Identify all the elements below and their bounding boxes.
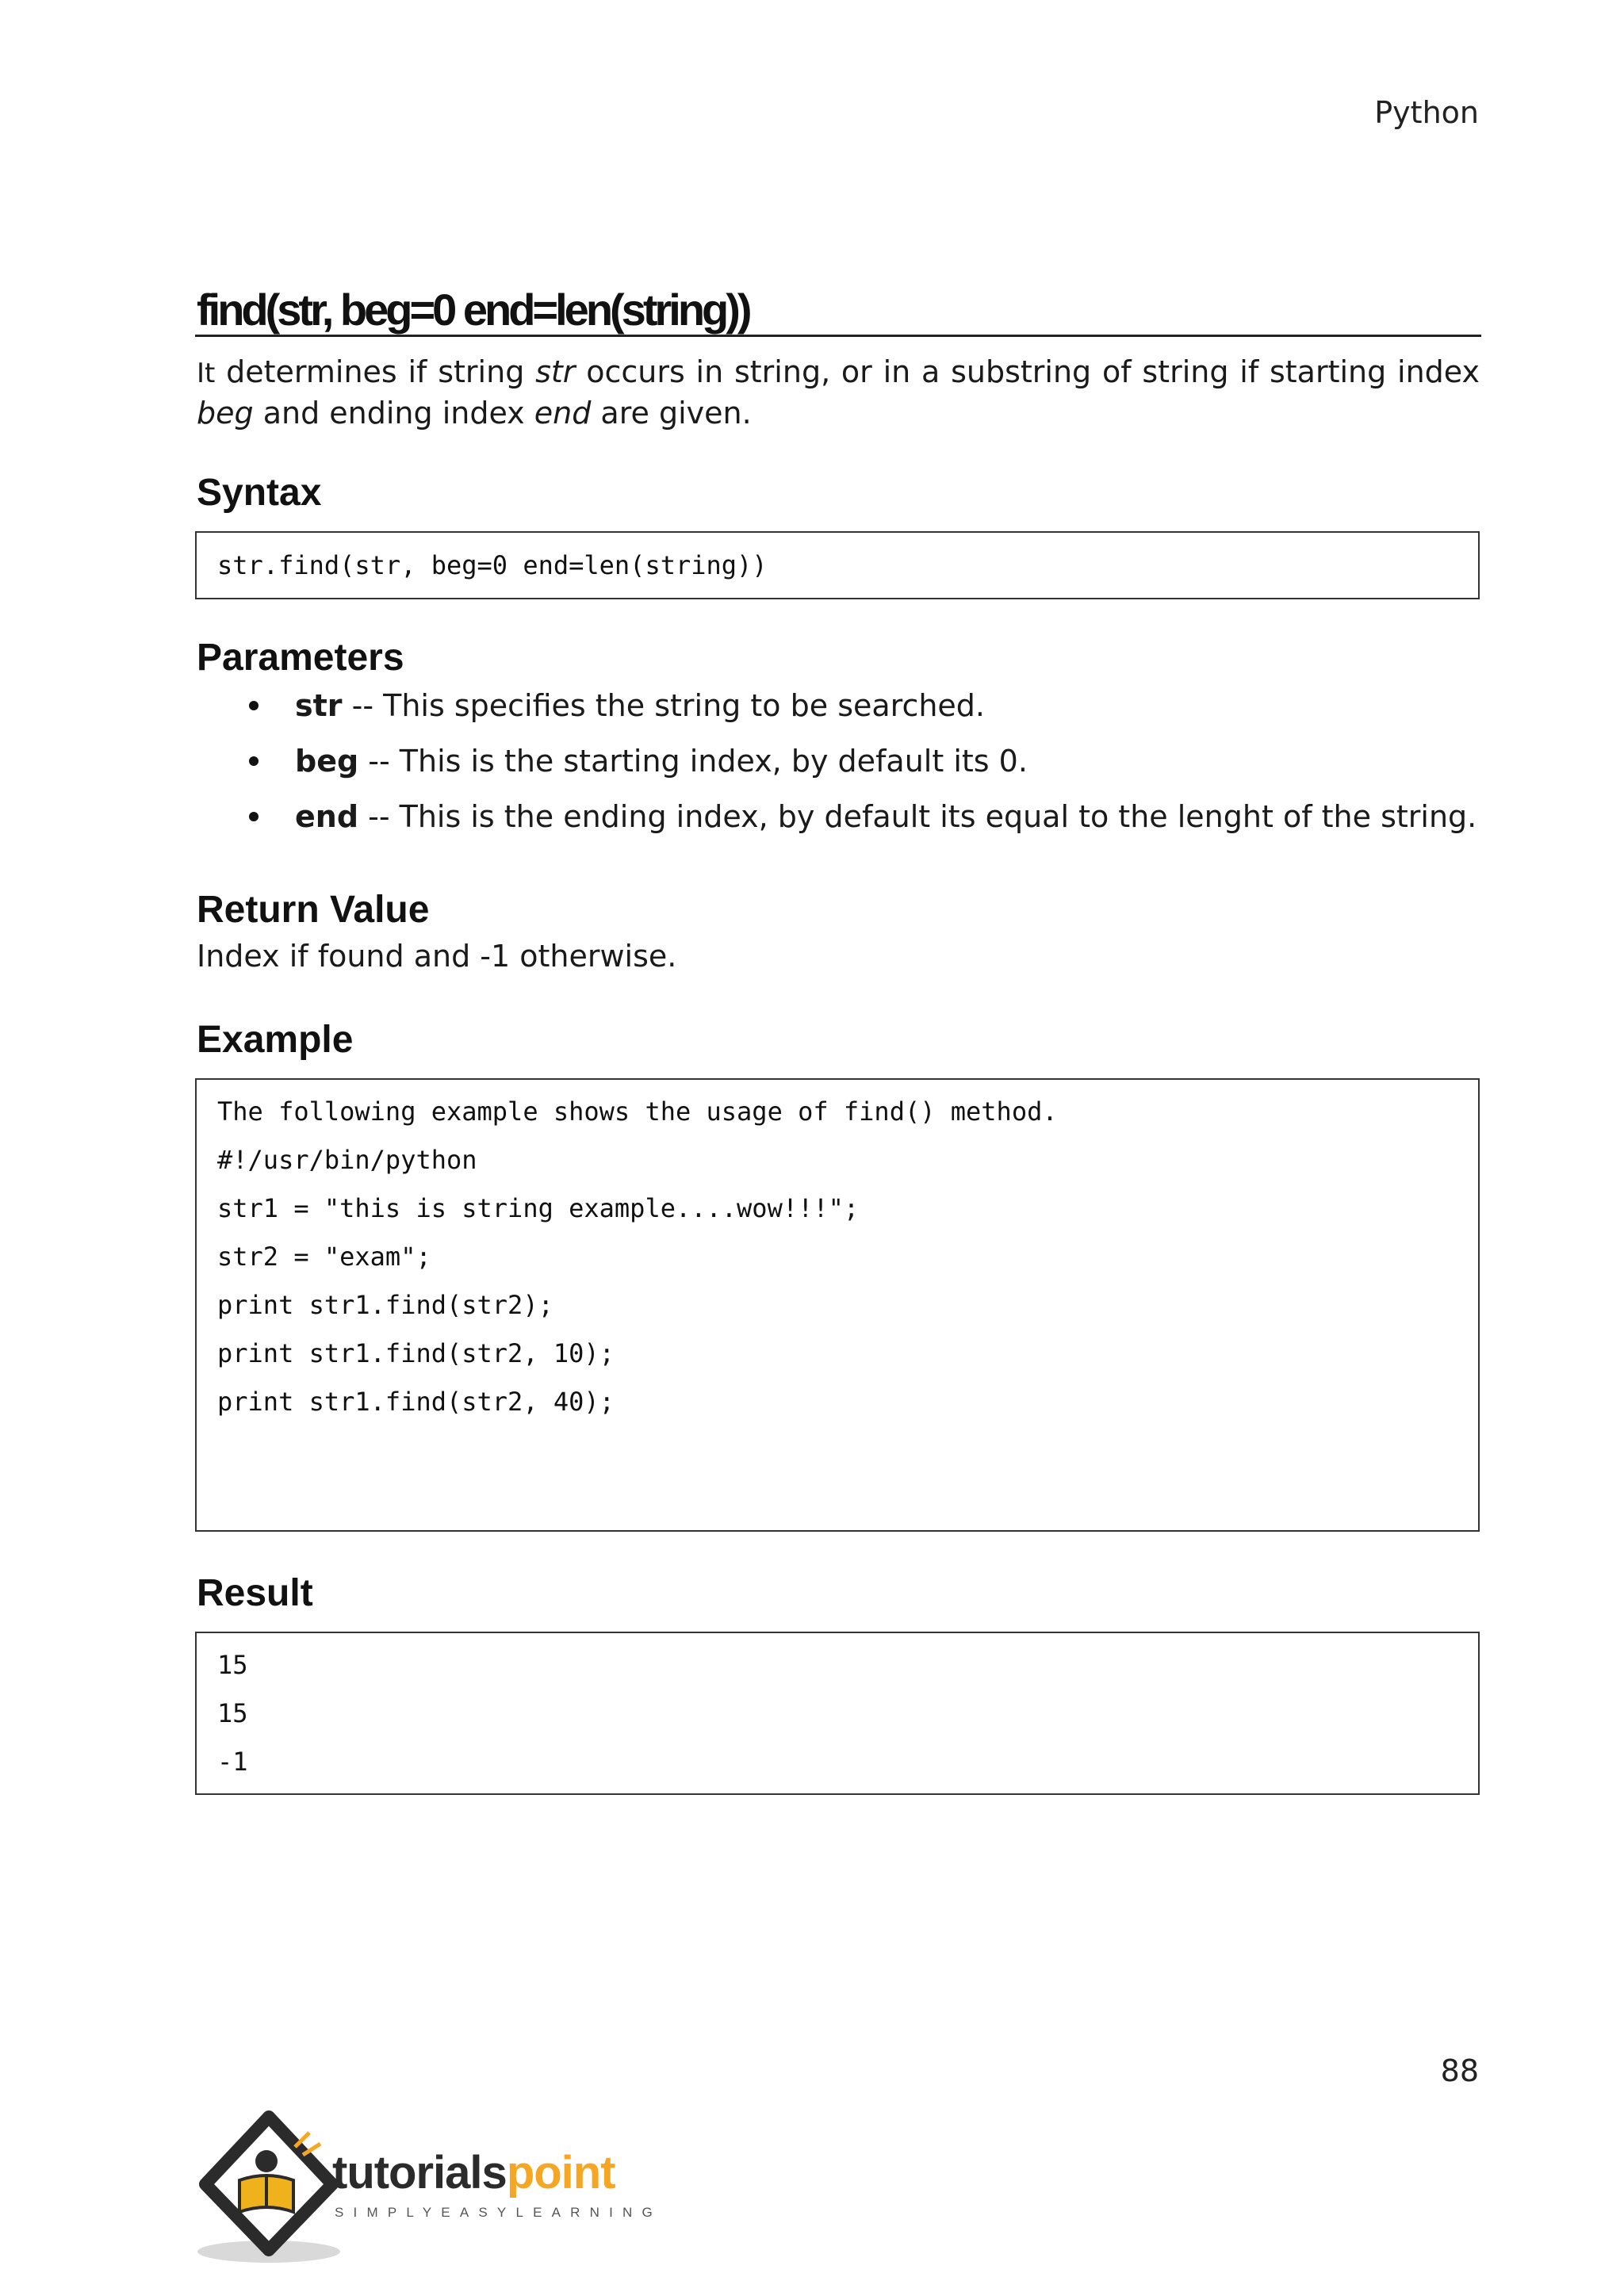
intro-part4: are given. [591,396,752,430]
parameter-item [238,740,1491,796]
code-line: print str1.find(str2); [217,1290,553,1320]
intro-str-term: str [535,354,576,389]
intro-lead: It [197,358,216,389]
logo-tagline: SIMPLYEASYLEARNING [335,2205,662,2220]
intro-end-term: end [534,396,592,430]
parameter-name: beg [295,744,359,779]
code-line: The following example shows the usage of find() method. [217,1096,1058,1127]
code-line: print str1.find(str2, 10); [217,1338,615,1368]
example-code-box [195,1078,1480,1532]
intro-beg-term: beg [197,396,254,430]
result-heading: Result [197,1572,313,1614]
intro-paragraph [197,352,1480,433]
code-line: print str1.find(str2, 40); [217,1387,615,1417]
parameter-desc: -- This is the ending index, by default its equal to the lenght of the string. [358,799,1477,834]
code-line: str1 = "this is string example....wow!!!"; [217,1193,860,1223]
return-value-heading: Return Value [197,889,430,931]
section-title: find(str, beg=0 end=len(string)) [197,285,749,335]
intro-part2: occurs in string, or in a substring of string if starting index [575,354,1480,389]
title-rule [195,335,1481,337]
tutorialspoint-logo [193,2109,685,2271]
intro-part3: and ending index [253,396,534,430]
parameter-item [238,796,1491,851]
parameter-desc: -- This specifies the string to be searched. [342,688,985,723]
syntax-heading: Syntax [197,472,322,514]
result-code-box [195,1632,1480,1795]
parameter-name: end [295,799,359,834]
parameters-list [238,685,1491,851]
bullet-icon [249,756,259,766]
result-line: -1 [217,1747,248,1777]
return-value-text: Index if found and -1 otherwise. [197,939,677,974]
parameters-heading: Parameters [197,637,404,679]
intro-part1: determines if string [215,354,536,389]
logo-brand-accent: point [506,2147,615,2198]
code-line: str2 = "exam"; [217,1242,431,1272]
example-heading: Example [197,1019,354,1061]
logo-brand-text [332,2147,615,2198]
code-line: #!/usr/bin/python [217,1145,477,1175]
tutorialspoint-logo-icon [193,2109,685,2267]
running-header: Python [1374,95,1479,130]
bullet-icon [249,701,259,710]
parameter-item [238,685,1491,740]
parameter-desc: -- This is the starting index, by default its 0. [358,744,1028,779]
result-line: 15 [217,1650,248,1680]
page-number: 88 [1440,2053,1479,2088]
syntax-code: str.find(str, beg=0 end=len(string)) [217,550,768,580]
result-line: 15 [217,1698,248,1728]
syntax-code-box [195,531,1480,599]
bullet-icon [249,812,259,821]
parameter-name: str [295,688,343,723]
logo-brand-main: tutorials [332,2147,507,2198]
